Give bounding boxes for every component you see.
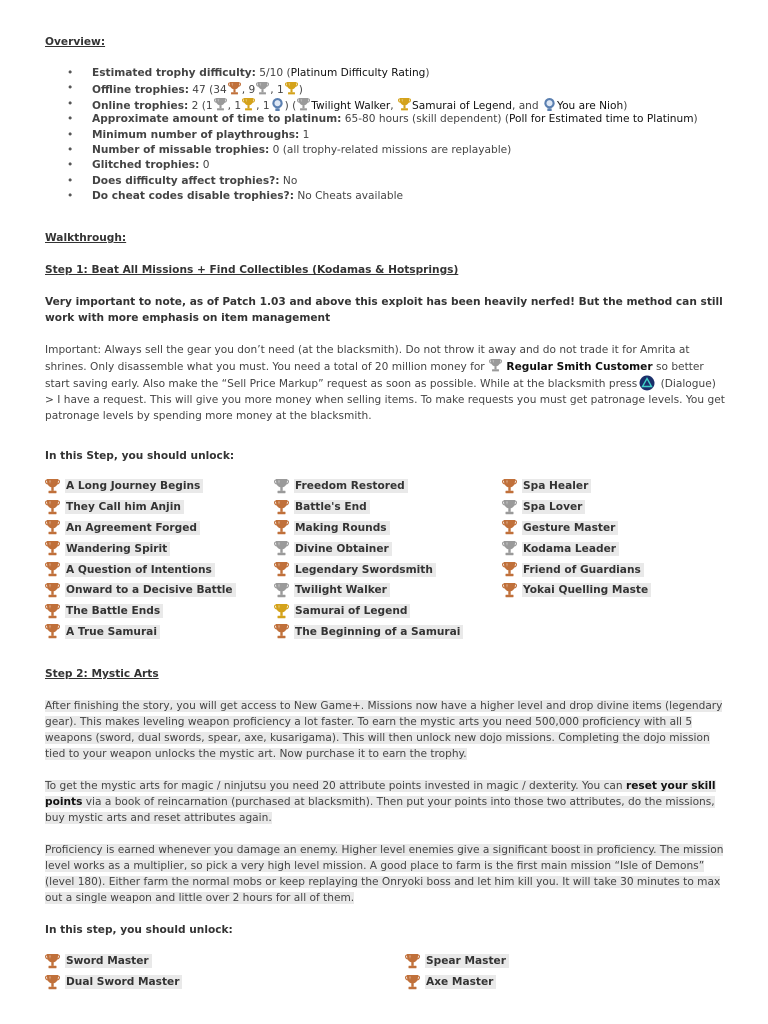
overview-item-online bbox=[67, 97, 698, 112]
trophy-row bbox=[274, 601, 463, 622]
paragraph-text: After finishing the story, you will get access to New Game+. Missions now have a higher level and drop divine items (legendary gear). This makes leveling weapon proficiency a lot faster. To earn the mystic arts you need 500,000 proficiency with all 5 weapons (sword, dual swords, spear, axe, kusarigama). This will then unlock new dojo missions. Completing the dojo mission tied to your weapon unlocks the mystic art. Now purchase it to earn the trophy. bbox=[45, 700, 723, 760]
trophy-name: Wandering Spirit bbox=[65, 542, 170, 556]
trophy-row bbox=[274, 559, 463, 580]
item-label: Online trophies: bbox=[92, 99, 189, 112]
platinum-trophy-icon bbox=[543, 97, 556, 112]
trophy-row bbox=[274, 518, 463, 539]
bronze-trophy-icon bbox=[502, 561, 517, 578]
item-label: Number of missable trophies: bbox=[92, 143, 270, 156]
item-label: Estimated trophy difficulty: bbox=[92, 67, 256, 79]
bronze-trophy-icon bbox=[45, 582, 60, 599]
silver-trophy-icon bbox=[502, 540, 517, 557]
overview-item-difficulty-affect bbox=[67, 174, 698, 189]
overview-item-time bbox=[67, 112, 698, 127]
item-after: ) bbox=[693, 113, 698, 126]
overview-item-glitched bbox=[67, 158, 698, 173]
trophy-name: Sword Master bbox=[65, 954, 152, 968]
trophy-name: Kodama Leader bbox=[522, 542, 619, 556]
item-after: ) bbox=[623, 99, 628, 112]
item-value: 0 bbox=[199, 159, 210, 172]
trophy-row bbox=[502, 518, 651, 539]
trophy-row bbox=[45, 559, 236, 580]
samurai-of-legend-link[interactable]: Samurai of Legend bbox=[412, 99, 512, 112]
bronze-trophy-icon bbox=[274, 499, 289, 516]
bronze-trophy-icon bbox=[45, 953, 60, 970]
bronze-trophy-icon bbox=[45, 561, 60, 578]
step1-trophy-column-1 bbox=[45, 476, 236, 642]
bronze-trophy-icon bbox=[45, 519, 60, 536]
trophy-row bbox=[45, 622, 236, 643]
step2-paragraph-3 bbox=[45, 842, 725, 906]
bronze-trophy-icon bbox=[45, 974, 60, 991]
trophy-name: Gesture Master bbox=[522, 521, 618, 535]
trophy-row bbox=[502, 580, 651, 601]
trophy-row bbox=[45, 518, 236, 539]
you-are-nioh-link[interactable]: You are Nioh bbox=[557, 99, 624, 112]
item-value: No bbox=[279, 174, 298, 187]
paragraph-text: To get the mystic arts for magic / ninjutsu you need 20 attribute points invested in magic / dexterity. You can bbox=[45, 780, 623, 792]
silver-trophy-icon bbox=[274, 478, 289, 495]
bronze-trophy-icon bbox=[45, 478, 60, 495]
bronze-trophy-icon bbox=[405, 953, 420, 970]
item-mid: ) ( bbox=[284, 99, 297, 112]
trophy-name: Spa Healer bbox=[522, 479, 591, 493]
bronze-trophy-icon bbox=[45, 499, 60, 516]
platinum-trophy-icon bbox=[271, 97, 284, 112]
silver-trophy-icon bbox=[274, 540, 289, 557]
bronze-trophy-icon bbox=[45, 603, 60, 620]
trophy-name: The Beginning of a Samurai bbox=[294, 625, 463, 639]
twilight-walker-link[interactable]: Twilight Walker bbox=[311, 99, 391, 112]
step2-paragraph-2 bbox=[45, 778, 725, 826]
item-label: Does difficulty affect trophies?: bbox=[92, 174, 280, 187]
item-value: 5/10 ( bbox=[255, 67, 291, 79]
reset-skill-points-link[interactable]: reset your skill points bbox=[45, 780, 716, 808]
bronze-trophy-icon bbox=[274, 561, 289, 578]
trophy-row bbox=[274, 622, 463, 643]
bronze-trophy-icon bbox=[502, 582, 517, 599]
step2-paragraph-1 bbox=[45, 698, 725, 762]
trophy-name: Making Rounds bbox=[294, 521, 390, 535]
trophy-row bbox=[274, 580, 463, 601]
important-text: (Dialogue) > I have a request. This will give you more money when selling items. To make requests you must get patronage levels. You get patronage levels by spending more money at the blacksmith. bbox=[45, 378, 725, 422]
trophy-name: Divine Obtainer bbox=[294, 542, 392, 556]
overview-item-difficulty bbox=[67, 66, 698, 81]
trophy-row bbox=[45, 580, 236, 601]
gold-trophy-icon bbox=[274, 603, 289, 620]
trophy-row bbox=[502, 476, 651, 497]
trophy-name: Freedom Restored bbox=[294, 479, 408, 493]
silver-trophy-icon bbox=[489, 358, 502, 373]
step2-unlock-heading: In this step, you should unlock: bbox=[45, 924, 233, 936]
bronze-trophy-icon bbox=[405, 974, 420, 991]
bronze-trophy-icon bbox=[274, 519, 289, 536]
step1-unlock-heading: In this Step, you should unlock: bbox=[45, 450, 235, 462]
gold-trophy-icon bbox=[398, 97, 411, 112]
trophy-name: The Battle Ends bbox=[65, 604, 163, 618]
trophy-name: Battle's End bbox=[294, 500, 370, 514]
step1-warning: Very important to note, as of Patch 1.03 and above this exploit has been heavily nerfed! But the method can still work with more emphasis on item management bbox=[45, 296, 723, 324]
item-count: , 1 bbox=[256, 99, 270, 112]
overview-heading: Overview: bbox=[45, 36, 106, 48]
important-text: so better start saving early. Also make the “Sell Price Markup” request as soon as possible. While at the blacksmith press bbox=[45, 361, 704, 390]
trophy-name: Spa Lover bbox=[522, 500, 585, 514]
item-after: ) bbox=[298, 84, 303, 97]
item-sep: , and bbox=[511, 99, 539, 112]
step2-trophy-column-1 bbox=[45, 951, 182, 993]
trophy-name: Yokai Quelling Maste bbox=[522, 583, 651, 597]
silver-trophy-icon bbox=[502, 499, 517, 516]
trophy-row bbox=[45, 476, 236, 497]
trophy-name: Axe Master bbox=[425, 975, 496, 989]
trophy-name: They Call him Anjin bbox=[65, 500, 184, 514]
overview-item-offline bbox=[67, 81, 698, 96]
trophy-row bbox=[274, 497, 463, 518]
paragraph-text: Proficiency is earned whenever you damage an enemy. Higher level enemies give a significant boost in proficiency. The mission level works as a multiplier, so pick a very high level mission. A good place to farm is the first main mission “Isle of Demons” (level 180). Either farm the normal mobs or keep replaying the Onryoki boss and let him kill you. It will take 30 minutes to max out a single weapon and little over 2 hours for all of them. bbox=[45, 844, 724, 904]
silver-trophy-icon bbox=[297, 97, 310, 112]
item-value: No Cheats available bbox=[293, 190, 404, 203]
trophy-name: Spear Master bbox=[425, 954, 509, 968]
silver-trophy-icon bbox=[256, 81, 269, 96]
gold-trophy-icon bbox=[242, 97, 255, 112]
item-value: 65-80 hours (skill dependent) ( bbox=[341, 113, 509, 126]
bronze-trophy-icon bbox=[502, 478, 517, 495]
item-label: Glitched trophies: bbox=[92, 159, 200, 172]
trophy-row bbox=[405, 951, 509, 972]
gold-trophy-icon bbox=[285, 81, 298, 96]
silver-trophy-icon bbox=[214, 97, 227, 112]
trophy-name: Samurai of Legend bbox=[294, 604, 410, 618]
bronze-trophy-icon bbox=[228, 81, 241, 96]
item-sep: , bbox=[390, 99, 394, 112]
bronze-trophy-icon bbox=[45, 540, 60, 557]
item-count: , 1 bbox=[270, 84, 284, 97]
trophy-row bbox=[274, 476, 463, 497]
trophy-row bbox=[45, 538, 236, 559]
regular-smith-customer-link[interactable]: Regular Smith Customer bbox=[506, 361, 653, 373]
overview-list bbox=[67, 66, 698, 205]
trophy-name: Dual Sword Master bbox=[65, 975, 182, 989]
item-value: 2 (1 bbox=[188, 99, 213, 112]
overview-item-playthroughs bbox=[67, 128, 698, 143]
time-poll-link[interactable]: Poll for Estimated time to Platinum bbox=[509, 113, 694, 126]
trophy-row bbox=[45, 497, 236, 518]
triangle-button-icon bbox=[639, 375, 655, 391]
item-value: 0 (all trophy-related missions are replayable) bbox=[269, 143, 512, 156]
trophy-row bbox=[502, 497, 651, 518]
step2-trophy-column-2 bbox=[405, 951, 509, 993]
item-count: , 9 bbox=[241, 84, 256, 97]
trophy-name: Legendary Swordsmith bbox=[294, 563, 436, 577]
trophy-name: Friend of Guardians bbox=[522, 563, 644, 577]
trophy-name: A True Samurai bbox=[65, 625, 160, 639]
item-label: Minimum number of playthroughs: bbox=[92, 128, 300, 141]
trophy-name: A Long Journey Begins bbox=[65, 479, 203, 493]
step2-heading: Step 2: Mystic Arts bbox=[45, 668, 159, 680]
bronze-trophy-icon bbox=[502, 519, 517, 536]
step1-heading: Step 1: Beat All Missions + Find Collectibles (Kodamas & Hotsprings) bbox=[45, 264, 459, 276]
step1-trophy-column-3 bbox=[502, 476, 651, 601]
item-value: 47 (34 bbox=[188, 84, 227, 97]
trophy-row bbox=[45, 601, 236, 622]
trophy-name: A Question of Intentions bbox=[65, 563, 215, 577]
silver-trophy-icon bbox=[274, 582, 289, 599]
step1-trophy-column-2 bbox=[274, 476, 463, 642]
item-value: 1 bbox=[299, 128, 310, 141]
overview-item-missable bbox=[67, 143, 698, 158]
walkthrough-heading: Walkthrough: bbox=[45, 232, 127, 244]
item-label: Do cheat codes disable trophies?: bbox=[92, 190, 294, 203]
platinum-difficulty-link[interactable]: Platinum Difficulty Rating bbox=[290, 67, 426, 79]
item-count: , 1 bbox=[227, 99, 242, 112]
trophy-row bbox=[502, 559, 651, 580]
overview-item-cheats bbox=[67, 189, 698, 204]
step1-important bbox=[45, 342, 725, 424]
item-after: ) bbox=[425, 67, 430, 79]
item-label: Offline trophies: bbox=[92, 84, 189, 97]
trophy-row bbox=[274, 538, 463, 559]
trophy-row bbox=[405, 972, 509, 993]
trophy-row bbox=[502, 538, 651, 559]
paragraph-text: via a book of reincarnation (purchased at blacksmith). Then put your points into those two attributes, do the missions, buy mystic arts and reset attributes again. bbox=[45, 796, 715, 824]
important-text: Important: Always sell the gear you don’t need (at the blacksmith). Do not throw it away and do not trade it for Amrita at shrines. Only disassemble what you must. You need a total of 20 million money for bbox=[45, 344, 690, 373]
trophy-name: Twilight Walker bbox=[294, 583, 390, 597]
bronze-trophy-icon bbox=[274, 623, 289, 640]
trophy-name: An Agreement Forged bbox=[65, 521, 200, 535]
trophy-row bbox=[45, 951, 182, 972]
bronze-trophy-icon bbox=[45, 623, 60, 640]
item-label: Approximate amount of time to platinum: bbox=[92, 113, 342, 126]
trophy-name: Onward to a Decisive Battle bbox=[65, 583, 236, 597]
trophy-row bbox=[45, 972, 182, 993]
